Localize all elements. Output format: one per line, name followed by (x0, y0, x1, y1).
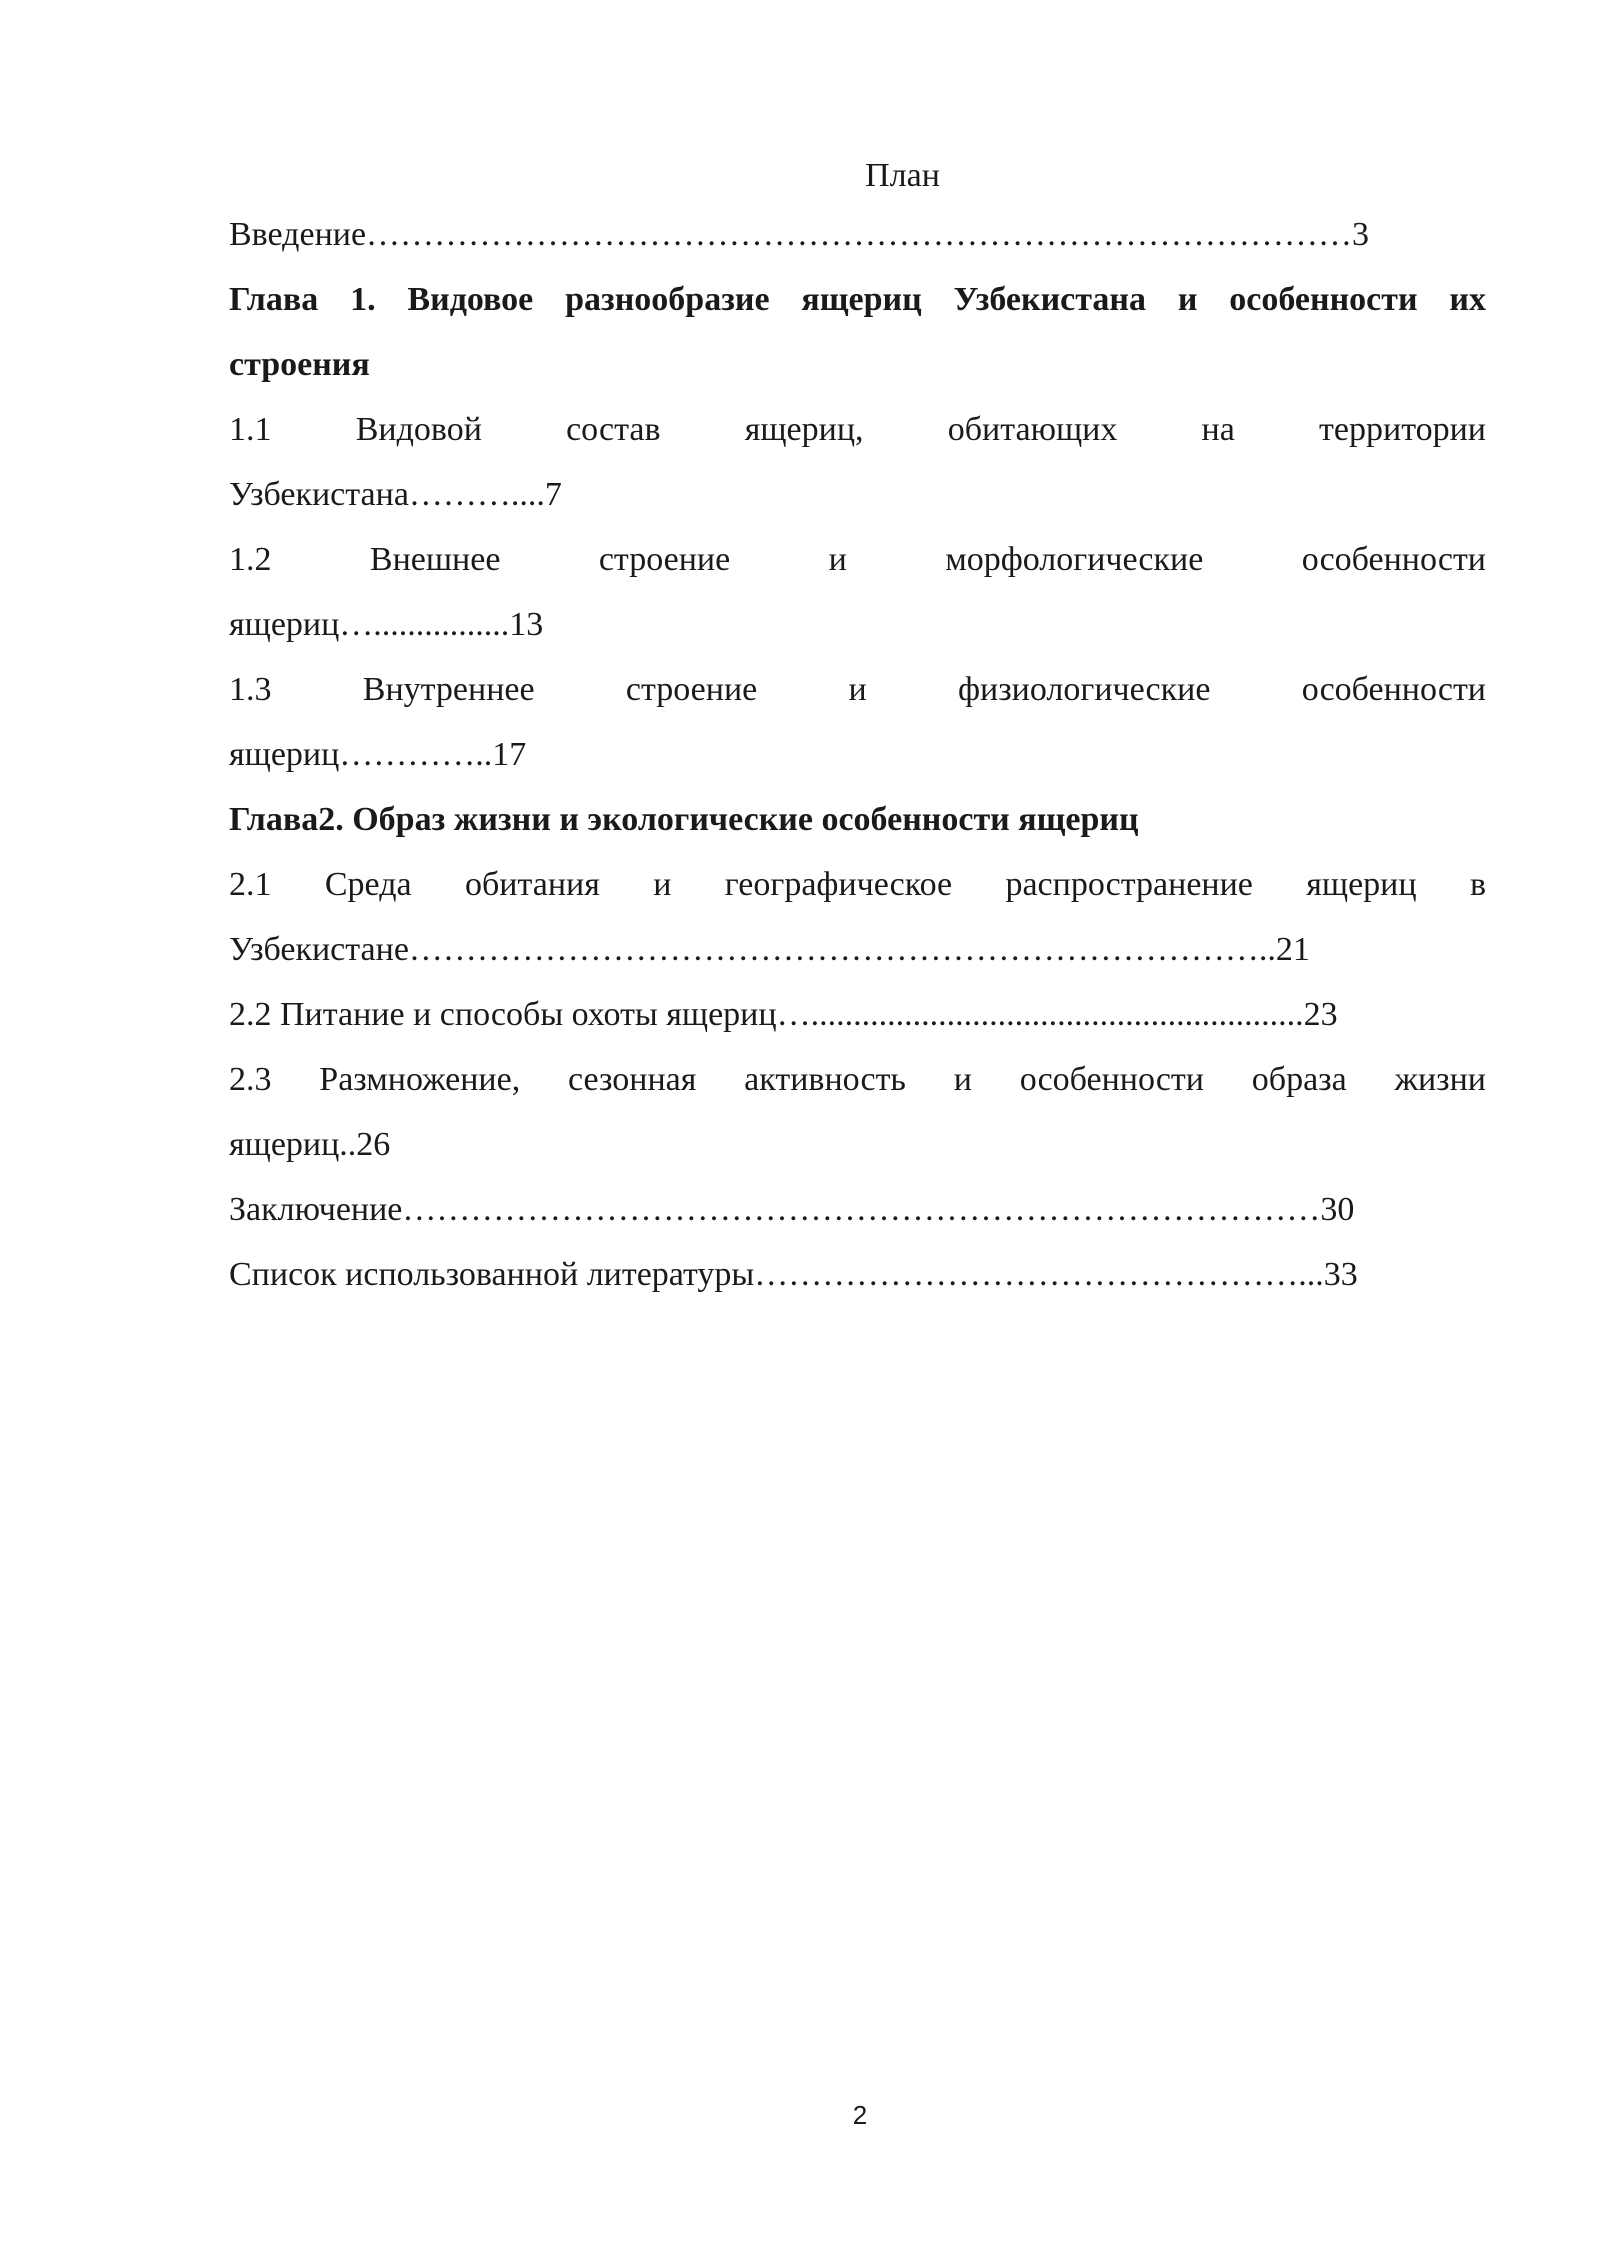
toc-entry-2-3: 2.3 Размножение, сезонная активность и особенности образа жизни (229, 1061, 1486, 1098)
toc-entry-2-1: 2.1 Среда обитания и географическое распространение ящериц в (229, 866, 1486, 903)
toc-entry-introduction: Введение……………………………………………………………………………3 (229, 216, 1370, 253)
toc-chapter-1-heading: Глава 1. Видовое разнообразие ящериц Узбекистана и особенности их (229, 281, 1486, 318)
toc-entry-1-2-cont: ящериц…................13 (229, 606, 544, 643)
toc-chapter-1-heading-cont: строения (229, 346, 370, 383)
toc-entry-2-1-cont: Узбекистане…………………………………………………………………..21 (229, 931, 1310, 968)
table-of-contents (229, 150, 1486, 1307)
toc-entry-1-3-cont: ящериц…………..17 (229, 736, 527, 773)
toc-entry-2-3-cont: ящериц..26 (229, 1126, 391, 1163)
toc-entry-1-1: 1.1 Видовой состав ящериц, обитающих на территории (229, 411, 1486, 448)
toc-entry-conclusion: Заключение………………………………………………………………………30 (229, 1191, 1355, 1228)
page-number: 2 (852, 2100, 868, 2130)
toc-entry-2-2: 2.2 Питание и способы охоты ящериц…..........................................................23 (229, 996, 1338, 1033)
toc-chapter-2-heading: Глава2. Образ жизни и экологические особенности ящериц (229, 801, 1139, 838)
toc-entry-references: Список использованной литературы…………………………………………...33 (229, 1256, 1358, 1293)
toc-entry-1-2: 1.2 Внешнее строение и морфологические особенности (229, 541, 1486, 578)
toc-title: План (865, 157, 940, 194)
toc-entry-1-1-cont: Узбекистана………....7 (229, 476, 562, 513)
toc-entry-1-3: 1.3 Внутреннее строение и физиологические особенности (229, 671, 1486, 708)
